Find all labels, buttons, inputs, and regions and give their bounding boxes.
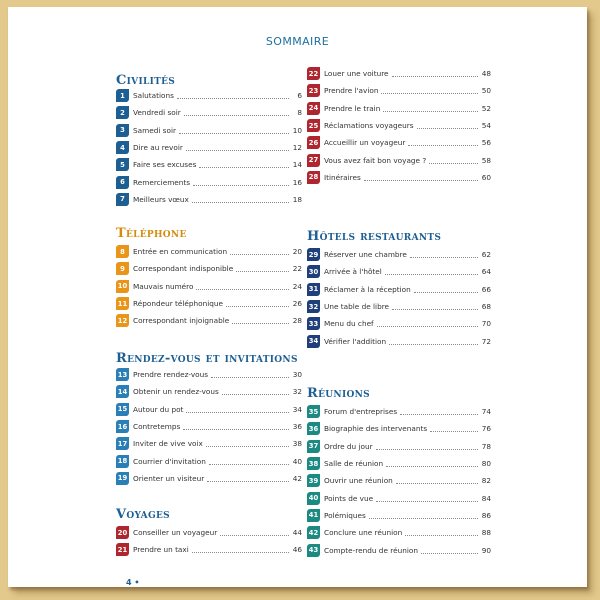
toc-entry[interactable] <box>116 122 302 139</box>
dot-leader <box>192 552 289 553</box>
toc-entry[interactable] <box>307 315 491 332</box>
toc-entry[interactable] <box>307 438 491 455</box>
chapter-number-badge: 37 <box>307 440 320 453</box>
dot-leader <box>376 501 478 502</box>
toc-entry[interactable] <box>307 100 491 117</box>
page-ref: 58 <box>481 155 491 165</box>
page-ref: 12 <box>292 143 302 153</box>
chapter-number-badge: 39 <box>307 474 320 487</box>
page-ref: 66 <box>481 284 491 294</box>
dot-leader <box>222 394 289 395</box>
section-title: Réunions <box>307 386 370 401</box>
chapter-title: Correspondant indisponible <box>133 264 234 274</box>
chapter-number-badge: 24 <box>307 102 320 115</box>
page-ref: 46 <box>292 545 302 555</box>
chapter-number-badge: 22 <box>307 67 320 80</box>
section-items <box>307 65 491 186</box>
toc-entry[interactable] <box>307 507 491 524</box>
dot-leader <box>364 180 478 181</box>
page-ref: 62 <box>481 250 491 260</box>
dot-leader <box>376 449 478 450</box>
page-ref: 68 <box>481 302 491 312</box>
section-items <box>116 87 302 208</box>
chapter-title: Mauvais numéro <box>133 281 194 291</box>
chapter-number-badge: 20 <box>116 526 129 539</box>
page-ref: 76 <box>481 424 491 434</box>
chapter-title: Prendre le train <box>324 103 381 113</box>
chapter-number-badge: 36 <box>307 422 320 435</box>
dot-leader <box>410 257 478 258</box>
chapter-number-badge: 11 <box>116 297 129 310</box>
chapter-title: Prendre un taxi <box>133 545 189 555</box>
toc-entry[interactable] <box>116 243 302 260</box>
chapter-number-badge: 38 <box>307 457 320 470</box>
toc-entry[interactable] <box>116 191 302 208</box>
chapter-number-badge: 17 <box>116 437 129 450</box>
dot-leader <box>386 466 478 467</box>
section-title: Voyages <box>116 507 170 522</box>
chapter-number-badge: 15 <box>116 403 129 416</box>
dot-leader <box>381 93 478 94</box>
chapter-title: Vendredi soir <box>133 108 181 118</box>
toc-entry[interactable] <box>116 366 302 383</box>
dot-leader <box>392 309 478 310</box>
dot-leader <box>232 323 289 324</box>
page-ref: 22 <box>292 264 302 274</box>
dot-leader <box>183 429 289 430</box>
page-ref: 36 <box>292 422 302 432</box>
toc-entry[interactable] <box>116 312 302 329</box>
page-ref: 80 <box>481 459 491 469</box>
page-ref: 88 <box>481 528 491 538</box>
toc-entry[interactable] <box>116 173 302 190</box>
chapter-number-badge: 10 <box>116 280 129 293</box>
chapter-title: Conclure une réunion <box>324 528 403 538</box>
section-items <box>116 524 302 559</box>
chapter-title: Biographie des intervenants <box>324 424 428 434</box>
dot-leader <box>226 306 289 307</box>
chapter-number-badge: 35 <box>307 405 320 418</box>
chapter-title: Conseiller un voyageur <box>133 528 218 538</box>
chapter-number-badge: 8 <box>116 245 129 258</box>
page-number: 4 • <box>126 578 140 587</box>
toc-entry[interactable] <box>116 470 302 487</box>
chapter-title: Ouvrir une réunion <box>324 476 393 486</box>
chapter-title: Salutations <box>133 91 174 101</box>
chapter-number-badge: 13 <box>116 368 129 381</box>
dot-leader <box>429 163 478 164</box>
chapter-title: Prendre rendez-vous <box>133 370 209 380</box>
page-ref: 52 <box>481 103 491 113</box>
toc-entry[interactable] <box>116 278 302 295</box>
chapter-title: Salle de réunion <box>324 459 384 469</box>
chapter-title: Réclamer à la réception <box>324 284 411 294</box>
chapter-number-badge: 29 <box>307 248 320 261</box>
chapter-number-badge: 42 <box>307 526 320 539</box>
chapter-number-badge: 23 <box>307 84 320 97</box>
section-items <box>116 243 302 329</box>
chapter-title: Meilleurs vœux <box>133 194 189 204</box>
page-ref: 38 <box>292 439 302 449</box>
toc-entry[interactable] <box>307 524 491 541</box>
page-ref: 14 <box>292 160 302 170</box>
chapter-title: Louer une voiture <box>324 69 389 79</box>
page-ref: 32 <box>292 387 302 397</box>
dot-leader <box>186 150 289 151</box>
chapter-number-badge: 7 <box>116 193 129 206</box>
chapter-title: Points de vue <box>324 493 374 503</box>
toc-entry[interactable] <box>307 134 491 151</box>
chapter-number-badge: 25 <box>307 119 320 132</box>
dot-leader <box>236 271 289 272</box>
toc-entry[interactable] <box>307 281 491 298</box>
toc-entry[interactable] <box>116 139 302 156</box>
chapter-title: Accueillir un voyageur <box>324 138 406 148</box>
chapter-title: Remerciements <box>133 177 191 187</box>
chapter-number-badge: 31 <box>307 283 320 296</box>
chapter-number-badge: 2 <box>116 106 129 119</box>
toc-entry[interactable] <box>116 260 302 277</box>
toc-entry[interactable] <box>307 472 491 489</box>
dot-leader <box>414 292 478 293</box>
toc-entry[interactable] <box>307 151 491 168</box>
chapter-title: Compte-rendu de réunion <box>324 545 418 555</box>
chapter-title: Autour du pot <box>133 404 184 414</box>
toc-entry[interactable] <box>307 489 491 506</box>
chapter-title: Réclamations voyageurs <box>324 121 414 131</box>
page-ref: 18 <box>292 194 302 204</box>
dot-leader <box>184 115 289 116</box>
toc-entry[interactable] <box>116 452 302 469</box>
page-ref: 40 <box>292 456 302 466</box>
dot-leader <box>196 289 289 290</box>
page-ref: 56 <box>481 138 491 148</box>
chapter-number-badge: 6 <box>116 176 129 189</box>
toc-entry[interactable] <box>307 246 491 263</box>
chapter-number-badge: 27 <box>307 154 320 167</box>
dot-leader <box>192 202 289 203</box>
dot-leader <box>417 128 478 129</box>
dot-leader <box>220 535 289 536</box>
dot-leader <box>396 483 478 484</box>
toc-entry[interactable] <box>307 403 491 420</box>
chapter-title: Prendre l'avion <box>324 86 379 96</box>
toc-entry[interactable] <box>116 383 302 400</box>
toc-entry[interactable] <box>116 104 302 121</box>
toc-entry[interactable] <box>116 541 302 558</box>
dot-leader <box>421 553 478 554</box>
toc-entry[interactable] <box>116 435 302 452</box>
dot-leader <box>430 431 478 432</box>
page-ref: 42 <box>292 473 302 483</box>
toc-entry[interactable] <box>307 169 491 186</box>
page-ref: 48 <box>481 69 491 79</box>
dot-leader <box>385 274 478 275</box>
chapter-title: Correspondant injoignable <box>133 316 230 326</box>
toc-entry[interactable] <box>116 524 302 541</box>
section-title: Civilités <box>116 73 176 88</box>
dot-leader <box>408 145 478 146</box>
page-ref: 64 <box>481 267 491 277</box>
chapter-number-badge: 9 <box>116 262 129 275</box>
page-ref: 70 <box>481 319 491 329</box>
toc-entry[interactable] <box>307 117 491 134</box>
toc-entry[interactable] <box>116 87 302 104</box>
chapter-number-badge: 21 <box>116 543 129 556</box>
page-ref: 30 <box>292 370 302 380</box>
chapter-title: Contretemps <box>133 422 181 432</box>
chapter-number-badge: 3 <box>116 124 129 137</box>
chapter-number-badge: 4 <box>116 141 129 154</box>
page-ref: 86 <box>481 510 491 520</box>
section-items <box>307 403 491 559</box>
toc-page <box>8 7 587 587</box>
dot-leader <box>199 167 289 168</box>
chapter-number-badge: 33 <box>307 317 320 330</box>
dot-leader <box>206 446 289 447</box>
dot-leader <box>405 535 478 536</box>
dot-leader <box>230 254 289 255</box>
toc-entry[interactable] <box>307 82 491 99</box>
chapter-title: Menu du chef <box>324 319 374 329</box>
chapter-number-badge: 5 <box>116 158 129 171</box>
chapter-title: Répondeur téléphonique <box>133 299 224 309</box>
chapter-title: Vérifier l'addition <box>324 336 387 346</box>
chapter-title: Obtenir un rendez-vous <box>133 387 219 397</box>
chapter-number-badge: 16 <box>116 420 129 433</box>
chapter-title: Itinéraires <box>324 172 361 182</box>
page-ref: 6 <box>297 91 302 101</box>
toc-entry[interactable] <box>307 263 491 280</box>
page-ref: 16 <box>292 177 302 187</box>
chapter-number-badge: 14 <box>116 385 129 398</box>
page-ref: 8 <box>297 108 302 118</box>
section-title: Hôtels restaurants <box>307 229 442 244</box>
dot-leader <box>186 412 289 413</box>
dot-leader <box>389 344 478 345</box>
toc-entry[interactable] <box>307 541 491 558</box>
chapter-title: Une table de libre <box>324 302 390 312</box>
page-ref: 24 <box>292 281 302 291</box>
dot-leader <box>209 464 289 465</box>
chapter-number-badge: 19 <box>116 472 129 485</box>
page-ref: 44 <box>292 528 302 538</box>
toc-entry[interactable] <box>307 420 491 437</box>
chapter-title: Entrée en communication <box>133 247 228 257</box>
toc-entry[interactable] <box>307 298 491 315</box>
page-ref: 34 <box>292 404 302 414</box>
chapter-title: Dire au revoir <box>133 143 183 153</box>
page-ref: 10 <box>292 125 302 135</box>
chapter-title: Ordre du jour <box>324 441 373 451</box>
toc-entry[interactable] <box>116 156 302 173</box>
section-title: Téléphone <box>116 226 187 241</box>
page-ref: 50 <box>481 86 491 96</box>
dot-leader <box>193 185 289 186</box>
chapter-title: Samedi soir <box>133 125 176 135</box>
dot-leader <box>177 98 289 99</box>
chapter-title: Orienter un visiteur <box>133 473 205 483</box>
page-ref: 54 <box>481 121 491 131</box>
dot-leader <box>400 414 478 415</box>
chapter-number-badge: 26 <box>307 136 320 149</box>
page-ref: 28 <box>292 316 302 326</box>
page-ref: 20 <box>292 247 302 257</box>
page-ref: 84 <box>481 493 491 503</box>
dot-leader <box>383 111 478 112</box>
page-ref: 78 <box>481 441 491 451</box>
chapter-title: Vous avez fait bon voyage ? <box>324 155 427 165</box>
chapter-number-badge: 30 <box>307 265 320 278</box>
page-ref: 26 <box>292 299 302 309</box>
chapter-title: Inviter de vive voix <box>133 439 203 449</box>
toc-entry[interactable] <box>116 401 302 418</box>
dot-leader <box>392 76 478 77</box>
page-ref: 60 <box>481 172 491 182</box>
toc-entry[interactable] <box>307 332 491 349</box>
chapter-number-badge: 12 <box>116 314 129 327</box>
chapter-number-badge: 18 <box>116 455 129 468</box>
dot-leader <box>179 133 289 134</box>
page-title: SOMMAIRE <box>265 35 330 48</box>
chapter-title: Forum d'entreprises <box>324 407 398 417</box>
chapter-number-badge: 41 <box>307 509 320 522</box>
page-ref: 90 <box>481 545 491 555</box>
chapter-number-badge: 32 <box>307 300 320 313</box>
chapter-number-badge: 34 <box>307 335 320 348</box>
chapter-number-badge: 1 <box>116 89 129 102</box>
toc-entry[interactable] <box>116 295 302 312</box>
section-title: Rendez-vous et invitations <box>116 351 298 366</box>
toc-entry[interactable] <box>116 418 302 435</box>
chapter-number-badge: 28 <box>307 171 320 184</box>
dot-leader <box>207 481 289 482</box>
section-items <box>307 246 491 350</box>
toc-entry[interactable] <box>307 455 491 472</box>
toc-entry[interactable] <box>307 65 491 82</box>
chapter-title: Courrier d'invitation <box>133 456 206 466</box>
chapter-number-badge: 40 <box>307 492 320 505</box>
chapter-title: Polémiques <box>324 510 366 520</box>
dot-leader <box>211 377 289 378</box>
chapter-title: Faire ses excuses <box>133 160 197 170</box>
page-ref: 82 <box>481 476 491 486</box>
dot-leader <box>377 326 478 327</box>
dot-leader <box>369 518 478 519</box>
page-ref: 72 <box>481 336 491 346</box>
chapter-number-badge: 43 <box>307 544 320 557</box>
chapter-title: Arrivée à l'hôtel <box>324 267 382 277</box>
section-items <box>116 366 302 487</box>
chapter-title: Réserver une chambre <box>324 250 407 260</box>
page-ref: 74 <box>481 407 491 417</box>
